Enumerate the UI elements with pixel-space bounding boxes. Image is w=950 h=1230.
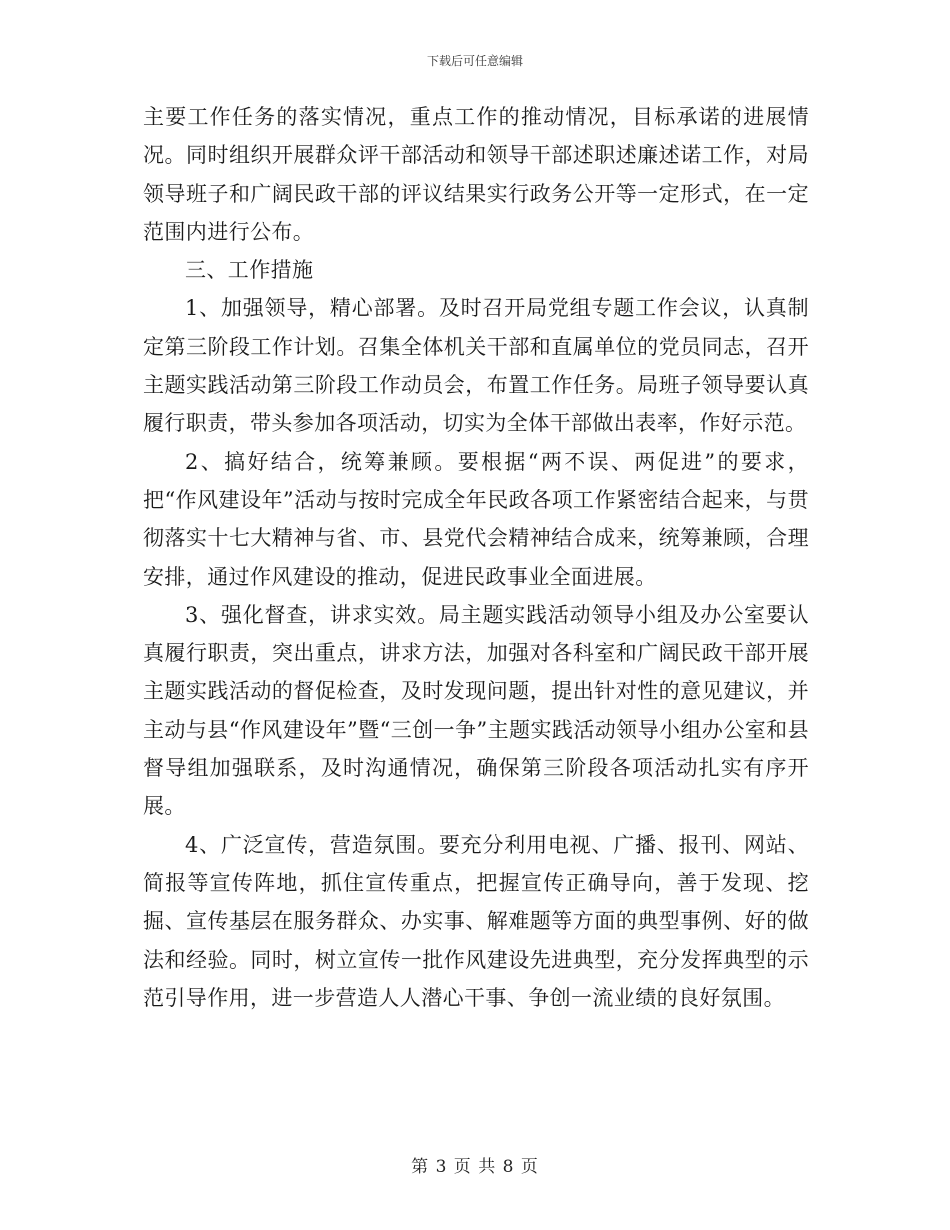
document-body [143,98,809,1017]
paragraph-continuation: 主要工作任务的落实情况，重点工作的推动情况，目标承诺的进展情况。同时组织开展群众评干部活动和领导干部述职述廉述诺工作，对局领导班子和广阔民政干部的评议结果实行政务公开等一定形式，在一定范围内进行公布。 [143,105,809,244]
paragraph-measure-4: 4、广泛宣传，营造氛围。要充分利用电视、广播、报刊、网站、简报等宣传阵地，抓住宣传重点，把握宣传正确导向，善于发现、挖掘、宣传基层在服务群众、办实事、解难题等方面的典型事例、好的做法和经验。同时，树立宣传一批作风建设先进典型，充分发挥典型的示范引导作用，进一步营造人人潜心干事、争创一流业绩的良好氛围。 [143,832,809,1010]
page-number: 第 3 页 共 8 页 [411,1157,539,1177]
header-note: 下载后可任意编辑 [426,54,523,68]
paragraph-measure-3: 3、强化督查，讲求实效。局主题实践活动领导小组及办公室要认真履行职责，突出重点，讲求方法，加强对各科室和广阔民政干部开展主题实践活动的督促检查，及时发现问题，提出针对性的意见建议，并主动与县“作风建设年”暨“三创一争”主题实践活动领导小组办公室和县督导组加强联系，及时沟通情况，确保第三阶段各项活动扎实有序开展。 [143,602,809,819]
section-heading: 三、工作措施 [185,258,314,283]
paragraph-measure-2: 2、搞好结合，统筹兼顾。要根据“两不误、两促进”的要求，把“作风建设年”活动与按时完成全年民政各项工作紧密结合起来，与贯彻落实十七大精神与省、市、县党代会精神结合成来，统筹兼顾，合理安排，通过作风建设的推动，促进民政事业全面进展。 [143,449,809,589]
paragraph-measure-1: 1、加强领导，精心部署。及时召开局党组专题工作会议，认真制定第三阶段工作计划。召集全体机关干部和直属单位的党员同志，召开主题实践活动第三阶段工作动员会，布置工作任务。局班子领导要认真履行职责，带头参加各项活动，切实为全体干部做出表率，作好示范。 [143,296,809,436]
